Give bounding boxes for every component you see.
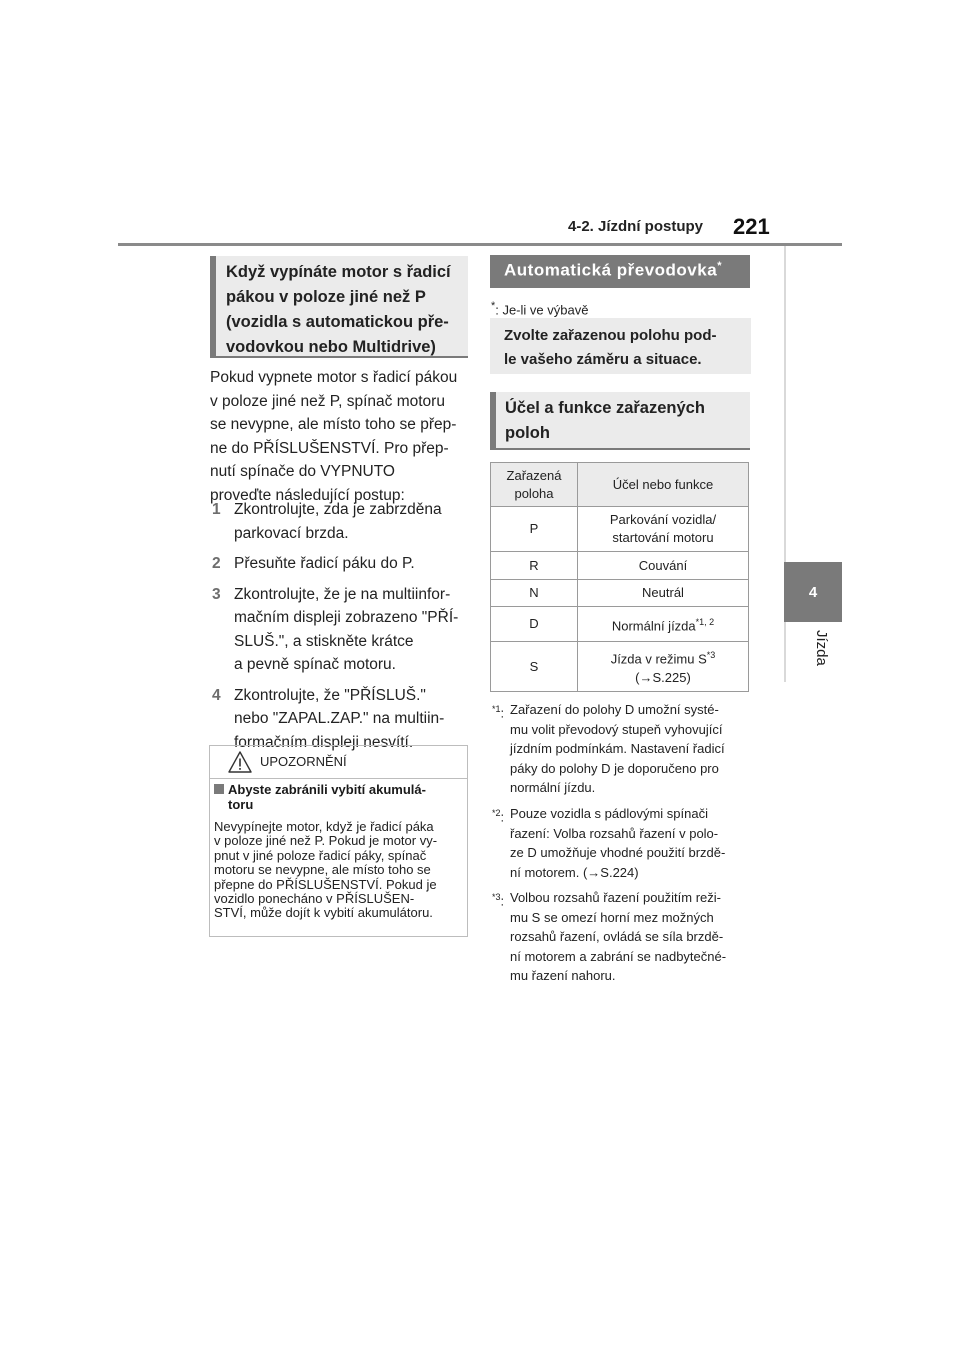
footnote bbox=[492, 700, 754, 800]
footnote-ref: *3 bbox=[706, 650, 716, 661]
heading-mark: * bbox=[717, 260, 722, 272]
text-line: toru bbox=[228, 797, 254, 812]
footnote-text bbox=[510, 804, 754, 882]
table-row bbox=[491, 507, 749, 552]
function-cell bbox=[578, 642, 749, 692]
chapter-title: Jízda bbox=[813, 630, 830, 666]
text-line: mu řazení nahoru. bbox=[510, 968, 616, 983]
warning-triangle-icon bbox=[228, 751, 252, 773]
step-item bbox=[210, 498, 475, 545]
text-line: v poloze jiné než P. Pokud je motor vy- bbox=[214, 833, 438, 849]
heading-line: poloh bbox=[505, 424, 550, 442]
footnote-mark-text: *1 bbox=[492, 704, 501, 714]
step-item bbox=[210, 552, 475, 576]
text-line: mu S se omezí horní mez možných bbox=[510, 909, 714, 925]
availability-note bbox=[491, 300, 588, 317]
cell-line: startování motoru bbox=[612, 530, 714, 545]
table-row bbox=[491, 552, 749, 580]
text-line: přepne do PŘÍSLUŠENSTVÍ. Pokud je bbox=[214, 876, 437, 892]
position-cell: P bbox=[491, 507, 578, 552]
footnote-ref: *1, 2 bbox=[695, 616, 715, 627]
step-number: 2 bbox=[212, 555, 221, 572]
table-row bbox=[491, 580, 749, 607]
text-line: a pevně spínač motoru. bbox=[234, 656, 396, 673]
text-line: STVÍ, může dojít k vybití akumulátoru. bbox=[214, 905, 433, 921]
function-cell: Neutrál bbox=[578, 580, 749, 607]
square-bullet-icon bbox=[214, 784, 224, 794]
text-line: le vašeho záměru a situace. bbox=[504, 351, 702, 368]
heading-line: vodovkou nebo Multidrive) bbox=[226, 338, 436, 356]
step-item bbox=[210, 684, 475, 755]
cell-text: Jízda v režimu S bbox=[610, 651, 707, 667]
side-tab-line-lower bbox=[784, 622, 786, 682]
text-line: nutí spínače do VYPNUTO bbox=[210, 463, 395, 480]
step-number: 4 bbox=[212, 686, 221, 704]
text-line: SLUŠ.", a stiskněte krátce bbox=[234, 632, 414, 650]
text-line: Volbou rozsahů řazení použitím reži- bbox=[510, 890, 721, 905]
text-line: Zkontrolujte, že je na multiinfor- bbox=[234, 585, 451, 603]
function-cell: Couvání bbox=[578, 552, 749, 580]
function-cell bbox=[578, 607, 749, 642]
text-line: Přesuňte řadicí páku do P. bbox=[234, 555, 415, 572]
footnote-mark-text: *2 bbox=[492, 808, 501, 818]
text-line: Pouze vozidla s pádlovými spínači bbox=[510, 806, 708, 821]
table-header-row bbox=[491, 463, 749, 507]
footnote-text bbox=[510, 888, 754, 986]
text-line: parkovací brzda. bbox=[234, 524, 349, 542]
function-cell bbox=[578, 507, 749, 552]
text-line: formačním displeji nesvítí. bbox=[234, 733, 414, 751]
header-divider bbox=[118, 243, 842, 246]
table-row bbox=[491, 607, 749, 642]
page-number: 221 bbox=[733, 214, 770, 239]
instruction-box bbox=[490, 318, 751, 374]
text-line: vozidlo ponecháno v PŘÍSLUŠEN- bbox=[214, 891, 415, 907]
text-line: pnut v jiné poloze řadicí páky, spínač bbox=[214, 847, 427, 863]
caution-box bbox=[209, 745, 468, 937]
caution-header bbox=[210, 746, 467, 779]
text-line: páky do polohy D je doporučeno pro bbox=[510, 760, 719, 776]
step-number: 3 bbox=[212, 585, 221, 603]
heading-line: Když vypínáte motor s řadicí bbox=[226, 263, 451, 281]
table-row bbox=[491, 642, 749, 692]
text-line: jízdním podmínkám. Nastavení řadicí bbox=[510, 741, 725, 756]
heading-line: pákou v poloze jiné než P bbox=[226, 288, 426, 306]
caution-subtitle bbox=[214, 782, 462, 812]
heading-line: Účel a funkce zařazených bbox=[505, 399, 705, 417]
text-line: rozsahů řazení, ovládá se síla brzdě- bbox=[510, 929, 724, 944]
text-line: Abyste zabránili vybití akumulá- bbox=[228, 782, 426, 797]
note-mark: * bbox=[491, 300, 496, 312]
column-header-position bbox=[491, 463, 578, 507]
text-line: mu volit převodový stupeň vyhovující bbox=[510, 721, 723, 737]
step-list bbox=[210, 498, 475, 761]
chapter-tab[interactable] bbox=[784, 562, 842, 622]
column-header-function: Účel nebo funkce bbox=[578, 463, 749, 507]
section-heading bbox=[210, 256, 468, 358]
automatic-transmission-heading bbox=[490, 255, 750, 288]
footnote-mark: $^{*3}$: bbox=[492, 892, 505, 909]
text-line: ze D umožňuje vhodné použití brzdě- bbox=[510, 845, 726, 860]
shift-positions-table bbox=[490, 462, 749, 692]
text-line: normální jízdu. bbox=[510, 780, 596, 795]
position-cell: D bbox=[491, 607, 578, 642]
text-line: se nevypne, ale místo toho se přep- bbox=[210, 416, 457, 433]
position-cell: N bbox=[491, 580, 578, 607]
caution-body bbox=[214, 820, 464, 921]
position-cell: R bbox=[491, 552, 578, 580]
footnote-mark-text: *3 bbox=[492, 892, 501, 902]
text-line: nebo "ZAPAL.ZAP." na multiin- bbox=[234, 710, 445, 727]
heading-text: Automatická převodovka bbox=[504, 260, 718, 280]
text-line: proveďte následující postup: bbox=[210, 486, 405, 504]
header-line: Zařazená bbox=[506, 467, 562, 483]
cell-line: Parkování vozidla/ bbox=[609, 512, 717, 527]
text-line: Zkontrolujte, zda je zabrzděna bbox=[234, 501, 442, 518]
cell-text: Normální jízda bbox=[611, 618, 696, 634]
heading-line: (vozidla s automatickou pře- bbox=[226, 313, 449, 331]
section-heading-2 bbox=[490, 392, 750, 450]
section-title: 4-2. Jízdní postupy bbox=[568, 218, 704, 235]
chapter-number: 4 bbox=[808, 583, 818, 601]
page-reference-link[interactable]: (→S.225) bbox=[635, 669, 691, 685]
side-tab-line bbox=[784, 246, 786, 562]
caution-title: UPOZORNĚNÍ bbox=[260, 754, 347, 769]
intro-paragraph bbox=[210, 366, 472, 507]
text-line: v poloze jiné než P, spínač motoru bbox=[210, 392, 445, 410]
text-line: mačním displeji zobrazeno "PŘÍ- bbox=[234, 609, 459, 626]
position-cell: S bbox=[491, 642, 578, 692]
footnote bbox=[492, 888, 754, 988]
step-item bbox=[210, 583, 475, 677]
note-text: : Je-li ve výbavě bbox=[495, 302, 589, 318]
text-line: ní motorem a zabrání se nadbytečné- bbox=[510, 948, 727, 964]
footnote-text bbox=[510, 700, 754, 798]
footnote-mark: $^{*1}$: bbox=[492, 704, 505, 721]
text-line: Zvolte zařazenou polohu pod- bbox=[504, 327, 717, 344]
text-line: Zkontrolujte, že "PŘÍSLUŠ." bbox=[234, 686, 426, 704]
header-line: poloha bbox=[514, 485, 554, 501]
text-line: Nevypínejte motor, když je řadicí páka bbox=[214, 819, 434, 834]
footnote-mark: $^{*2}$: bbox=[492, 808, 505, 825]
text-line: Zařazení do polohy D umožní systé- bbox=[510, 702, 719, 717]
text-line: Pokud vypnete motor s řadicí pákou bbox=[210, 369, 458, 386]
footnote bbox=[492, 804, 754, 884]
text-line: řazení: Volba rozsahů řazení v polo- bbox=[510, 825, 719, 841]
step-number: 1 bbox=[212, 501, 221, 518]
text-line: motoru se nevypne, ale místo toho se bbox=[214, 862, 431, 878]
text-line: ne do PŘÍSLUŠENSTVÍ. Pro přep- bbox=[210, 439, 449, 457]
page-reference-link[interactable]: ní motorem. (→S.224) bbox=[510, 864, 639, 880]
